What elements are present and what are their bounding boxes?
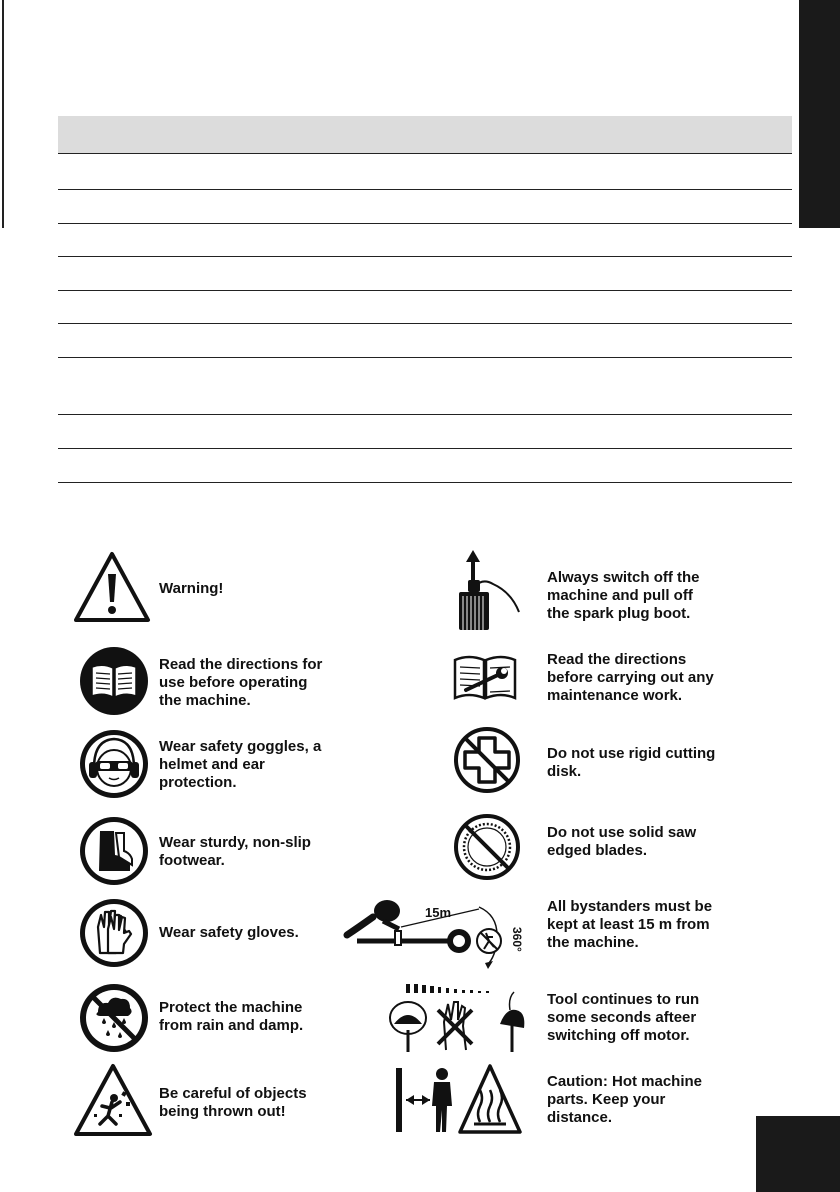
no-saw-blade-label: Do not use solid saw edged blades. (547, 824, 697, 859)
distance-label: 15m (425, 905, 452, 920)
maintenance-manual-label: Read the directions before carrying out any maintenance work. (547, 651, 714, 704)
maintenance-manual-icon (452, 652, 518, 702)
table-row (58, 224, 792, 257)
no-rigid-disk-label: Do not use rigid cutting disk. (547, 745, 716, 780)
table-row (58, 190, 792, 224)
safety-boot-icon (78, 815, 150, 887)
thrown-objects-icon (72, 1062, 154, 1138)
safety-helmet-label: Wear safety goggles, a helmet and ear protection. (159, 738, 322, 791)
safety-gloves-label: Wear safety gloves. (159, 924, 299, 941)
table-row (58, 154, 792, 190)
hot-surface-label: Caution: Hot machine parts. Keep your distance. (547, 1073, 703, 1126)
table-row (58, 358, 792, 415)
no-saw-blade-icon (453, 813, 521, 881)
empty-table (58, 116, 792, 483)
no-rain-icon (78, 982, 150, 1054)
left-margin-rule (2, 0, 4, 228)
page-corner-tab (756, 1116, 840, 1192)
spark-plug-icon (453, 550, 533, 632)
safety-helmet-icon (78, 728, 150, 800)
table-row (58, 324, 792, 358)
tool-runs-on-label: Tool continues to run some seconds afteer switching off motor. (547, 991, 700, 1044)
no-rigid-disk-icon (453, 726, 521, 794)
side-tab (799, 0, 840, 228)
spark-plug-label: Always switch off the machine and pull off the spark plug boot. (547, 569, 700, 622)
safety-boot-label: Wear sturdy, non-slip footwear. (159, 834, 311, 869)
warning-label: Warning! (159, 580, 224, 597)
table-row (58, 291, 792, 324)
table-row (58, 257, 792, 291)
bystander-distance-icon (343, 895, 529, 975)
hot-surface-icon (396, 1060, 522, 1136)
thrown-objects-label: Be careful of objects being thrown out! (159, 1085, 307, 1120)
read-manual-icon (78, 645, 150, 717)
table-row (58, 415, 792, 449)
table-header (58, 116, 792, 154)
table-row (58, 449, 792, 483)
angle-label: 360° (510, 927, 524, 952)
read-manual-label: Read the directions for use before operating the machine. (159, 656, 323, 709)
no-rain-label: Protect the machine from rain and damp. (159, 999, 304, 1034)
warning-triangle-icon (72, 550, 152, 624)
bystander-distance-label: All bystanders must be kept at least 15 m from the machine. (547, 898, 713, 951)
tool-runs-on-icon (388, 980, 534, 1054)
safety-gloves-icon (78, 897, 150, 969)
